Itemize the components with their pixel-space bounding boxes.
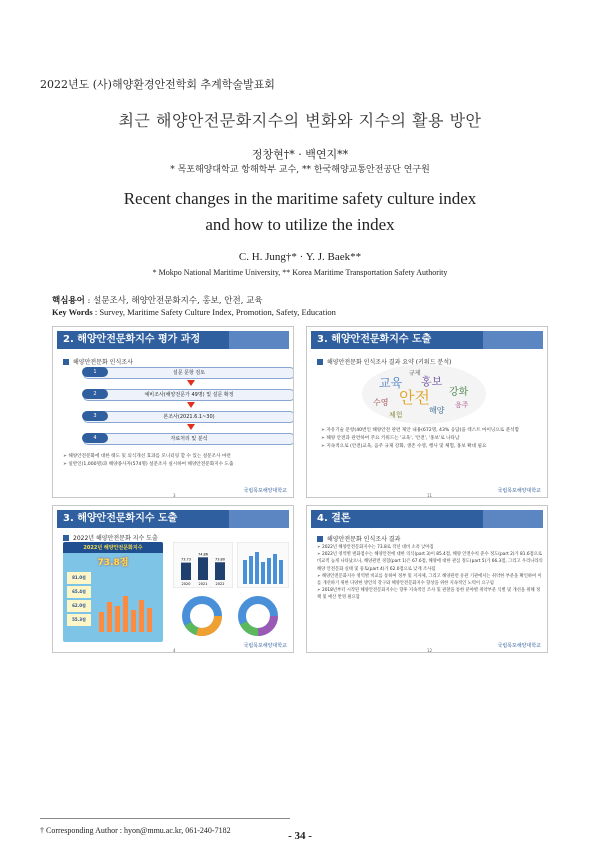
chart-value-label: 74.86 (197, 552, 209, 557)
word-cloud-word: 수영 (373, 398, 389, 407)
title-korean: 최근 해양안전문화지수의 변화와 지수의 활용 방안 (118, 111, 482, 130)
step-label: 설문 문항 검토 (172, 370, 206, 376)
word-cloud-word: 음주 (455, 401, 469, 409)
slide-subheading-text: 2022년 해양안전문화 지수 도출 (73, 535, 158, 542)
slide-page-number: 12 (427, 648, 433, 653)
bullet-item: ➢ 해양 안전과 관련하여 주요 키워드는 '교육', '안전', '홍보'로 나타남 (321, 436, 460, 441)
chart-bar (279, 560, 283, 584)
bullet-item: ➢ 지속적으로 (안전)교육, 음주 규제 강화, 생존 수영, 행사 및 체험, 홍보 확대 필요 (321, 444, 487, 449)
bullet-item: ➢ 2022년 해양안전문화지수는 73.8로 작년 대비 소폭 낮아짐 (317, 545, 434, 550)
poster-value: 73.8점 (97, 558, 129, 568)
slide-index-2022 (52, 505, 294, 653)
university-logo: 국립목포해양대학교 (243, 643, 287, 649)
square-bullet-icon (63, 535, 69, 541)
title-english-line1: Recent changes in the maritime safety culture index (123, 189, 477, 208)
slide-subheading (63, 533, 293, 542)
chart-category-label: 2021 (198, 582, 208, 586)
arrow-down-icon (187, 402, 195, 408)
chart-bar (261, 562, 265, 584)
square-bullet-icon (63, 359, 69, 365)
keywords-korean-text: : 설문조사, 해양안전문화지수, 홍보, 안전, 교육 (84, 296, 263, 306)
bullet-text: 2022년 해양안전문화지수는 73.8로 작년 대비 소폭 낮아짐 (321, 545, 434, 550)
poster-item: 65.4점 (67, 586, 91, 598)
bullet-text: 해양안전문화에 대한 태도 및 의식개선 효과를 모니터링 할 수 있는 설문조사 마련 (68, 454, 231, 459)
keywords-english-label: Key Words (52, 307, 93, 317)
bullet-text: 해양 안전과 관련하여 주요 키워드는 '교육', '안전', '홍보'로 나타남 (326, 436, 460, 441)
keywords-english (52, 307, 336, 317)
university-logo: 국립목포해양대학교 (243, 488, 287, 494)
slide-subheading-text: 해양안전문화 인식조사 결과 (327, 536, 401, 543)
step-number: 1 (82, 367, 108, 377)
poster-items (67, 572, 91, 626)
word-cloud-word: 규제 (409, 370, 421, 377)
chart-bar (198, 557, 208, 580)
authors-korean: 정창현†* · 백연지** (251, 148, 349, 161)
slide-conclusion (306, 505, 548, 653)
poster-title: 2022년 해양안전문화지수 (63, 542, 163, 553)
poster-item: 62.0점 (67, 600, 91, 612)
slide-header: 4. 결론 (311, 510, 543, 528)
process-step (83, 411, 294, 423)
step-number: 2 (82, 389, 108, 399)
part-bar-chart (237, 542, 289, 588)
donut-chart-2 (233, 594, 283, 638)
process-step (83, 389, 294, 401)
poster-item: 81.0점 (67, 572, 91, 584)
university-logo: 국립목포해양대학교 (497, 488, 541, 494)
bullet-text: 2022년 영역별 변화점수는 해양안전에 대한 의식(part 3)이 85.4점, 해양 안전수칙 준수 정도(part 2)가 81.6점으로 비교적 높게 나타났으나, 해양관련 경험(part 1)은 67.6점, 해양에 대한 관심 정도(part 5)가 66.3점, 그리고 우리나라의 해양 안전문화 실태 및 풍토(part 4)가 62.0점으로 낮게 조사됨 (317, 552, 543, 572)
slide-bullets (63, 453, 287, 469)
word-cloud-word: 홍보 (421, 375, 443, 388)
conference-name: 2022년도 (사)해양환경안전학회 추계학술발표회 (40, 78, 275, 91)
keywords-korean-label: 핵심용어 (52, 296, 85, 306)
chart-bar (255, 552, 259, 584)
poster-item: 55.3점 (67, 614, 91, 626)
mini-bar (139, 600, 144, 632)
word-cloud-word: 체험 (389, 411, 403, 419)
bullet-item: ➢ 해양안전문화지수 영역별 비교를 통하여 정부 및 지자체, 그리고 해양관련 유관 기관에서는 취약한 부분을 확인하여 이를 개선하기 위한 다양한 방안의 강구와 해양안전문화지수 향상을 위한 지속적인 노력이 요구됨 (317, 573, 542, 587)
slide-subheading (63, 357, 293, 366)
word-cloud-word: 해양 (429, 406, 445, 415)
donut-chart-1 (177, 594, 227, 638)
chart-category-label: 2020 (181, 582, 191, 586)
chart-value-label: 73.80 (214, 557, 226, 562)
chart-value-label: 73.73 (180, 557, 192, 562)
affiliation-korean: * 목포해양대학교 항해학부 교수, ** 한국해양교통안전공단 연구원 (170, 165, 430, 175)
footnote: † Corresponding Author : hyon@mmu.ac.kr, 061-240-7182 (40, 826, 231, 835)
affiliation-english: * Mokpo National Maritime University, ** Korea Maritime Transportation Safety Authority (152, 268, 448, 277)
authors-english: C. H. Jung†* · Y. J. Baek** (238, 251, 362, 263)
chart-bar (267, 558, 271, 584)
title-english-line2: and how to utilize the index (205, 215, 395, 234)
step-number: 3 (82, 411, 108, 421)
bullet-item: ➢ 해양안전문화에 대한 태도 및 의식개선 효과를 모니터링 할 수 있는 설문조사 마련 (63, 454, 231, 459)
slide-bullets (321, 427, 543, 451)
word-cloud-word: 안전 (399, 388, 430, 407)
index-poster (63, 542, 163, 642)
slide-page-number: 4 (173, 648, 176, 653)
chart-bar (249, 556, 253, 584)
chart-bar (273, 554, 277, 584)
mini-bar (123, 596, 128, 632)
arrow-down-icon (187, 380, 195, 386)
title-english (0, 186, 600, 238)
step-label: 예비조사(해양전문가 49명) 및 설문 확정 (144, 392, 234, 398)
bullet-text: 자유기술 문항(40번인 해양안전 관련 제안 내용(672명, 43% 응답)을 텍스트 마이닝으로 분석함 (326, 428, 520, 433)
slide-subheading-text: 해양안전문화 인식조사 (73, 359, 133, 366)
chart-bar (215, 562, 225, 580)
arrow-down-icon (187, 424, 195, 430)
slide-subheading-text: 해양안전문화 인식조사 결과 요약 (키워드 분석) (327, 359, 452, 366)
bullet-text: 2018년부터 시작된 해양안전문화지수는 향후 지속적인 조사 및 관찰을 통한 분야별 취약부분 식별 및 개선을 위해 정책 및 예산 반영 필요함 (317, 588, 541, 601)
footnote-divider (40, 818, 290, 819)
keywords-korean (52, 294, 263, 306)
mini-bar (115, 606, 120, 632)
process-step (83, 433, 294, 445)
bullet-item: ➢ 2018년부터 시작된 해양안전문화지수는 향후 지속적인 조사 및 관찰을 통한 분야별 취약부분 식별 및 개선을 위해 정책 및 예산 반영 필요함 (317, 588, 541, 601)
mini-bar (147, 608, 152, 632)
step-number: 4 (82, 433, 108, 443)
mini-bar (131, 610, 136, 632)
index-bar-chart (173, 542, 233, 588)
page-number: - 34 - (288, 830, 312, 842)
square-bullet-icon (317, 536, 323, 542)
bullet-text: 일반인(1,000명)과 해양종사자(574명) 설문조사 실시하여 해양안전문화지수 도출 (68, 462, 234, 467)
bullet-item: ➢ 자유기술 문항(40번인 해양안전 관련 제안 내용(672명, 43% 응답)을 텍스트 마이닝으로 분석함 (321, 428, 520, 433)
word-cloud-word: 교육 (379, 376, 403, 390)
chart-bar (243, 560, 247, 584)
step-label: 자료처리 및 분석 (170, 436, 208, 442)
bullet-item: ➢ 2022년 영역별 변화점수는 해양안전에 대한 의식(part 3)이 85.4점, 해양 안전수칙 준수 정도(part 2)가 81.6점으로 비교적 높게 나타났으나, 해양관련 경험(part 1)은 67.6점, 해양에 대한 관심 정도(part 5)가 66.3점, 그리고 우리나라의 해양 안전문화 실태 및 풍토(part 4)가 62.0점으로 낮게 조사됨 (317, 552, 543, 572)
bullet-text: 해양안전문화지수 영역별 비교를 통하여 정부 및 지자체, 그리고 해양관련 유관 기관에서는 취약한 부분을 확인하여 이를 개선하기 위한 다양한 방안의 강구와 해양안전문화지수 향상을 위한 지속적인 노력이 요구됨 (317, 573, 542, 587)
slide-bullets (317, 544, 543, 602)
bullet-text: 지속적으로 (안전)교육, 음주 규제 강화, 생존 수영, 행사 및 체험, 홍보 확대 필요 (326, 444, 487, 449)
word-cloud-word: 강화 (449, 387, 469, 398)
slide-subheading (317, 534, 547, 543)
slide-header: 3. 해양안전문화지수 도출 (57, 510, 289, 528)
square-bullet-icon (317, 359, 323, 365)
bullet-item: ➢ 일반인(1,000명)과 해양종사자(574명) 설문조사 실시하여 해양안전문화지수 도출 (63, 462, 234, 467)
word-cloud (359, 361, 489, 427)
slide-page-number: 3 (173, 493, 176, 498)
mini-bar (99, 612, 104, 632)
keywords-english-text: : Survey, Maritime Safety Culture Index, Promotion, Safety, Education (92, 307, 336, 317)
slide-header: 3. 해양안전문화지수 도출 (311, 331, 543, 349)
university-logo: 국립목포해양대학교 (497, 643, 541, 649)
chart-bar (181, 563, 191, 580)
slide-evaluation-process (52, 326, 294, 498)
poster-mini-bars (97, 572, 159, 634)
process-step (83, 367, 294, 379)
mini-bar (107, 602, 112, 632)
slide-index-derivation-keywords (306, 326, 548, 498)
chart-category-label: 2022 (215, 582, 225, 586)
slide-page-number: 11 (427, 493, 433, 498)
step-label: 본조사(2021.6.1~30) (163, 414, 215, 420)
slide-header: 2. 해양안전문화지수 평가 과정 (57, 331, 289, 349)
